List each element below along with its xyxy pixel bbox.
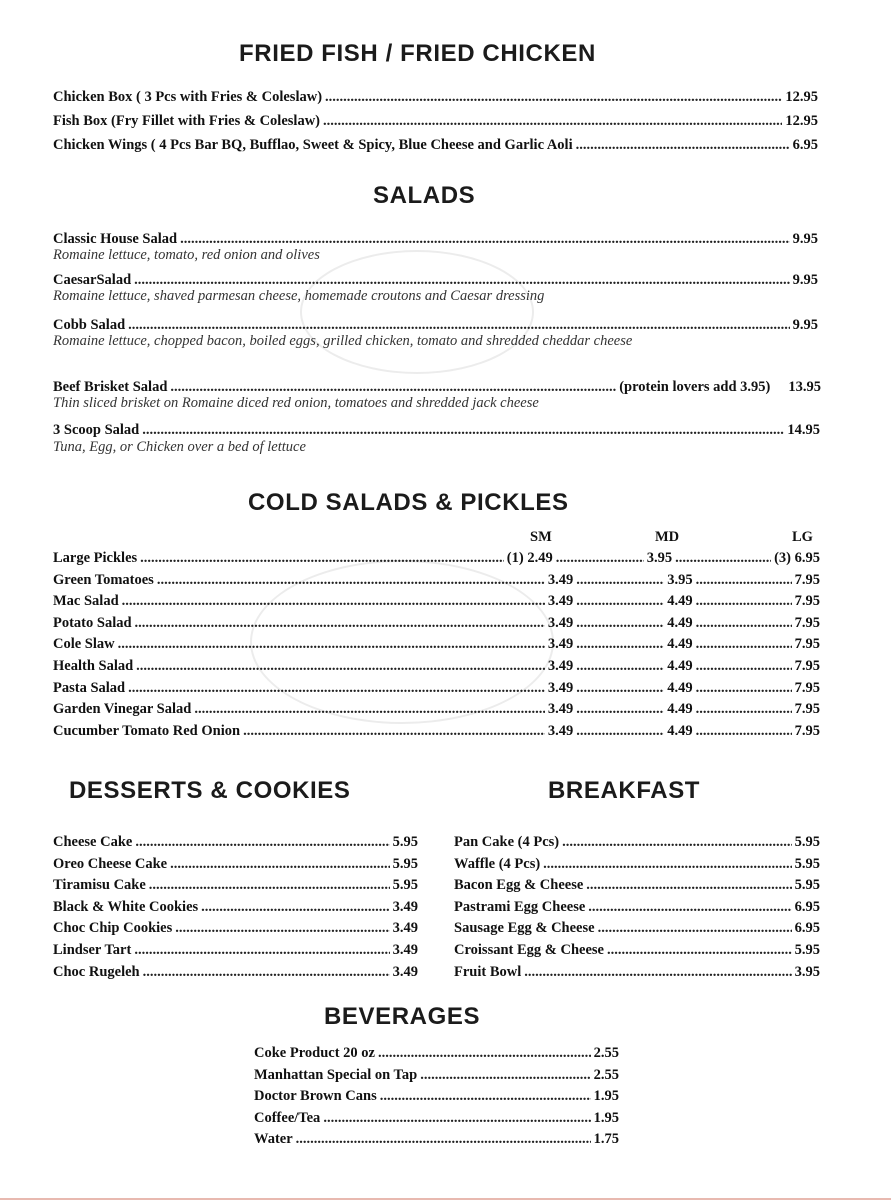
dot-leader	[296, 1130, 591, 1148]
price-md: 4.49	[667, 658, 693, 674]
dot-leader	[180, 230, 790, 248]
menu-item	[454, 963, 820, 981]
item-name: Classic House Salad	[53, 231, 178, 247]
price-md: 4.49	[667, 722, 693, 739]
menu-item	[53, 679, 820, 697]
price-sm: 3.49	[547, 658, 574, 674]
item-name: Waffle (4 Pcs)	[454, 855, 541, 872]
price-md: 4.49	[667, 701, 693, 718]
item-price: 6.95	[794, 898, 820, 915]
dot-leader	[524, 963, 791, 981]
item-name: Manhattan Special on Tap	[254, 1066, 418, 1083]
item-price: 5.95	[794, 942, 820, 958]
menu-item	[454, 876, 820, 894]
item-price: 6.95	[792, 137, 818, 153]
item-price: 5.95	[794, 834, 820, 850]
dot-leader	[696, 614, 792, 632]
item-name: Fish Box (Fry Fillet with Fries & Coleslaw)	[53, 113, 320, 129]
dot-leader	[135, 614, 545, 632]
item-description: Romaine lettuce, shaved parmesan cheese, homemade croutons and Caesar dressing	[53, 288, 545, 304]
item-name: Oreo Cheese Cake	[53, 855, 168, 872]
dot-leader	[696, 657, 792, 675]
dot-leader	[696, 722, 792, 740]
dot-leader	[696, 700, 792, 718]
item-name: Potato Salad	[53, 614, 132, 631]
menu-item	[53, 855, 418, 873]
dot-leader	[170, 855, 390, 873]
dot-leader	[323, 112, 782, 130]
dot-leader	[378, 1044, 591, 1062]
menu-item	[53, 898, 418, 916]
item-name: Cobb Salad	[53, 317, 126, 333]
item-name: Cheese Cake	[53, 834, 133, 850]
item-name: Coke Product 20 oz	[254, 1045, 375, 1061]
price-sm: 3.49	[547, 593, 574, 610]
price-lg: 7.95	[794, 722, 820, 739]
menu-item	[454, 855, 820, 873]
menu-item	[254, 1044, 619, 1062]
price-md: 4.49	[667, 636, 693, 653]
item-name: Beef Brisket Salad	[53, 379, 168, 395]
price-sm: 3.49	[547, 571, 574, 588]
item-price: 1.95	[593, 1088, 619, 1105]
menu-item	[53, 88, 818, 106]
item-price: 3.95	[794, 963, 820, 980]
menu-item	[53, 941, 418, 959]
item-name: Lindser Tart	[53, 942, 132, 958]
item-name: Bacon Egg & Cheese	[454, 877, 584, 894]
watermark-bowl	[300, 250, 534, 374]
price-lg: (3) 6.95	[774, 550, 820, 566]
price-sm: 3.49	[547, 636, 574, 653]
item-price: 3.49	[392, 963, 418, 980]
section-title-desserts: DESSERTS & COOKIES	[69, 777, 351, 804]
item-name: Large Pickles	[53, 550, 138, 566]
item-name: Pastrami Egg Cheese	[454, 898, 586, 915]
item-price: 1.75	[593, 1131, 619, 1148]
item-price: 5.95	[794, 855, 820, 872]
price-lg: 7.95	[794, 701, 820, 718]
menu-item	[254, 1066, 619, 1084]
price-lg: 7.95	[794, 614, 820, 631]
section-title-cold: COLD SALADS & PICKLES	[248, 489, 569, 516]
dot-leader	[576, 571, 664, 589]
menu-item	[53, 571, 820, 589]
item-price: 3.49	[392, 942, 418, 958]
section-title-breakfast: BREAKFAST	[548, 777, 701, 804]
item-price: 1.95	[593, 1109, 619, 1126]
item-name: Health Salad	[53, 658, 134, 674]
dot-leader	[562, 833, 792, 851]
item-description: Thin sliced brisket on Romaine diced red onion, tomatoes and shredded jack cheese	[53, 395, 539, 411]
item-name: Mac Salad	[53, 593, 119, 610]
dot-leader	[157, 571, 545, 589]
dot-leader	[243, 722, 545, 740]
menu-item	[53, 230, 818, 248]
item-price: 6.95	[794, 920, 820, 937]
item-name: Black & White Cookies	[53, 898, 199, 915]
item-description: Tuna, Egg, or Chicken over a bed of lettuce	[53, 439, 306, 455]
menu-item	[53, 700, 820, 718]
item-name: CaesarSalad	[53, 272, 132, 288]
dot-leader	[588, 898, 791, 916]
dot-leader	[696, 635, 792, 653]
dot-leader	[134, 271, 789, 289]
section-title-salads: SALADS	[373, 182, 476, 209]
item-price: 5.95	[794, 877, 820, 894]
item-name: Water	[254, 1131, 293, 1148]
dot-leader	[323, 1109, 590, 1127]
price-sm: 3.49	[547, 701, 574, 718]
item-note: (protein lovers add 3.95)	[619, 379, 771, 395]
dot-leader	[136, 657, 545, 675]
item-price: 14.95	[787, 422, 820, 438]
dot-leader	[696, 592, 792, 610]
size-label-lg: LG	[792, 529, 813, 545]
price-lg: 7.95	[794, 571, 820, 588]
item-name: Chicken Box ( 3 Pcs with Fries & Coleslaw)	[53, 89, 323, 105]
item-name: Choc Rugeleh	[53, 963, 140, 980]
menu-item	[53, 549, 820, 567]
dot-leader	[194, 700, 545, 718]
dot-leader	[140, 549, 504, 567]
dot-leader	[142, 421, 784, 439]
price-sm: 3.49	[547, 722, 574, 739]
item-name: Chicken Wings ( 4 Pcs Bar BQ, Bufflao, Sweet & Spicy, Blue Cheese and Garlic Aoli	[53, 137, 573, 153]
item-price: 5.95	[392, 877, 418, 894]
item-name: Cole Slaw	[53, 636, 115, 653]
dot-leader	[118, 635, 545, 653]
price-md: 4.49	[667, 593, 693, 610]
dot-leader	[170, 378, 616, 396]
menu-item	[454, 919, 820, 937]
menu-item	[454, 898, 820, 916]
item-name: Garden Vinegar Salad	[53, 701, 192, 718]
dot-leader	[675, 549, 771, 567]
menu-item	[53, 136, 818, 154]
dot-leader	[128, 316, 789, 334]
item-name: Croissant Egg & Cheese	[454, 942, 604, 958]
item-price: 2.55	[593, 1066, 619, 1083]
dot-leader	[135, 833, 389, 851]
dot-leader	[380, 1087, 591, 1105]
item-price: 5.95	[392, 855, 418, 872]
menu-item	[254, 1087, 619, 1105]
menu-item	[53, 271, 818, 289]
item-price: 9.95	[792, 317, 818, 333]
dot-leader	[696, 571, 792, 589]
dot-leader	[576, 614, 664, 632]
menu-item	[254, 1109, 619, 1127]
dot-leader	[586, 876, 791, 894]
item-price: 12.95	[785, 113, 818, 129]
menu-item	[53, 722, 820, 740]
dot-leader	[576, 635, 664, 653]
dot-leader	[576, 700, 664, 718]
price-lg: 7.95	[794, 593, 820, 610]
item-price: 12.95	[785, 89, 818, 105]
price-sm: 3.49	[547, 614, 574, 631]
dot-leader	[420, 1066, 590, 1084]
item-name: Choc Chip Cookies	[53, 920, 173, 937]
price-lg: 7.95	[794, 658, 820, 674]
price-md: 4.49	[667, 679, 693, 696]
item-name: Coffee/Tea	[254, 1109, 321, 1126]
dot-leader	[143, 963, 390, 981]
menu-item	[53, 963, 418, 981]
item-name: Pasta Salad	[53, 679, 126, 696]
menu-item	[53, 635, 820, 653]
menu-item	[53, 657, 820, 675]
menu-item	[53, 919, 418, 937]
section-title-beverages: BEVERAGES	[324, 1003, 481, 1030]
dot-leader	[122, 592, 545, 610]
dot-leader	[576, 136, 790, 154]
size-label-sm: SM	[530, 529, 552, 545]
item-name: 3 Scoop Salad	[53, 422, 140, 438]
dot-leader	[543, 855, 791, 873]
dot-leader	[556, 549, 644, 567]
item-price: 3.49	[392, 920, 418, 937]
dot-leader	[149, 876, 390, 894]
item-price: 3.49	[392, 898, 418, 915]
menu-item	[53, 833, 418, 851]
price-md: 3.95	[667, 571, 693, 588]
item-name: Tiramisu Cake	[53, 877, 146, 894]
dot-leader	[696, 679, 792, 697]
menu-item	[53, 112, 818, 130]
dot-leader	[175, 919, 389, 937]
menu-item	[53, 316, 818, 334]
item-name: Fruit Bowl	[454, 963, 522, 980]
item-description: Romaine lettuce, chopped bacon, boiled eggs, grilled chicken, tomato and shredded cheddar cheese	[53, 333, 633, 349]
item-price: 9.95	[792, 272, 818, 288]
menu-item	[53, 378, 821, 396]
menu-item	[454, 941, 820, 959]
size-label-md: MD	[655, 529, 680, 545]
price-sm: (1) 2.49	[506, 550, 553, 566]
dot-leader	[607, 941, 792, 959]
item-name: Pan Cake (4 Pcs)	[454, 834, 560, 850]
price-lg: 7.95	[794, 636, 820, 653]
dot-leader	[128, 679, 545, 697]
item-name: Green Tomatoes	[53, 571, 154, 588]
dot-leader	[576, 592, 664, 610]
price-sm: 3.49	[547, 679, 574, 696]
section-title-fried: FRIED FISH / FRIED CHICKEN	[239, 40, 596, 67]
dot-leader	[201, 898, 389, 916]
item-price: 2.55	[593, 1045, 619, 1061]
dot-leader	[598, 919, 792, 937]
price-lg: 7.95	[794, 679, 820, 696]
price-md: 4.49	[667, 614, 693, 631]
item-price: 5.95	[392, 834, 418, 850]
item-price: 13.95	[788, 379, 821, 395]
dot-leader	[576, 679, 664, 697]
dot-leader	[576, 722, 664, 740]
item-name: Sausage Egg & Cheese	[454, 920, 595, 937]
dot-leader	[325, 88, 782, 106]
item-price: 9.95	[792, 231, 818, 247]
dot-leader	[576, 657, 664, 675]
menu-item	[53, 592, 820, 610]
dot-leader	[134, 941, 389, 959]
menu-item	[53, 421, 820, 439]
menu-item	[454, 833, 820, 851]
item-name: Cucumber Tomato Red Onion	[53, 722, 241, 739]
item-name: Doctor Brown Cans	[254, 1088, 377, 1105]
menu-item	[53, 614, 820, 632]
menu-item	[53, 876, 418, 894]
price-md: 3.95	[646, 550, 673, 566]
menu-item	[254, 1130, 619, 1148]
item-description: Romaine lettuce, tomato, red onion and olives	[53, 247, 320, 263]
